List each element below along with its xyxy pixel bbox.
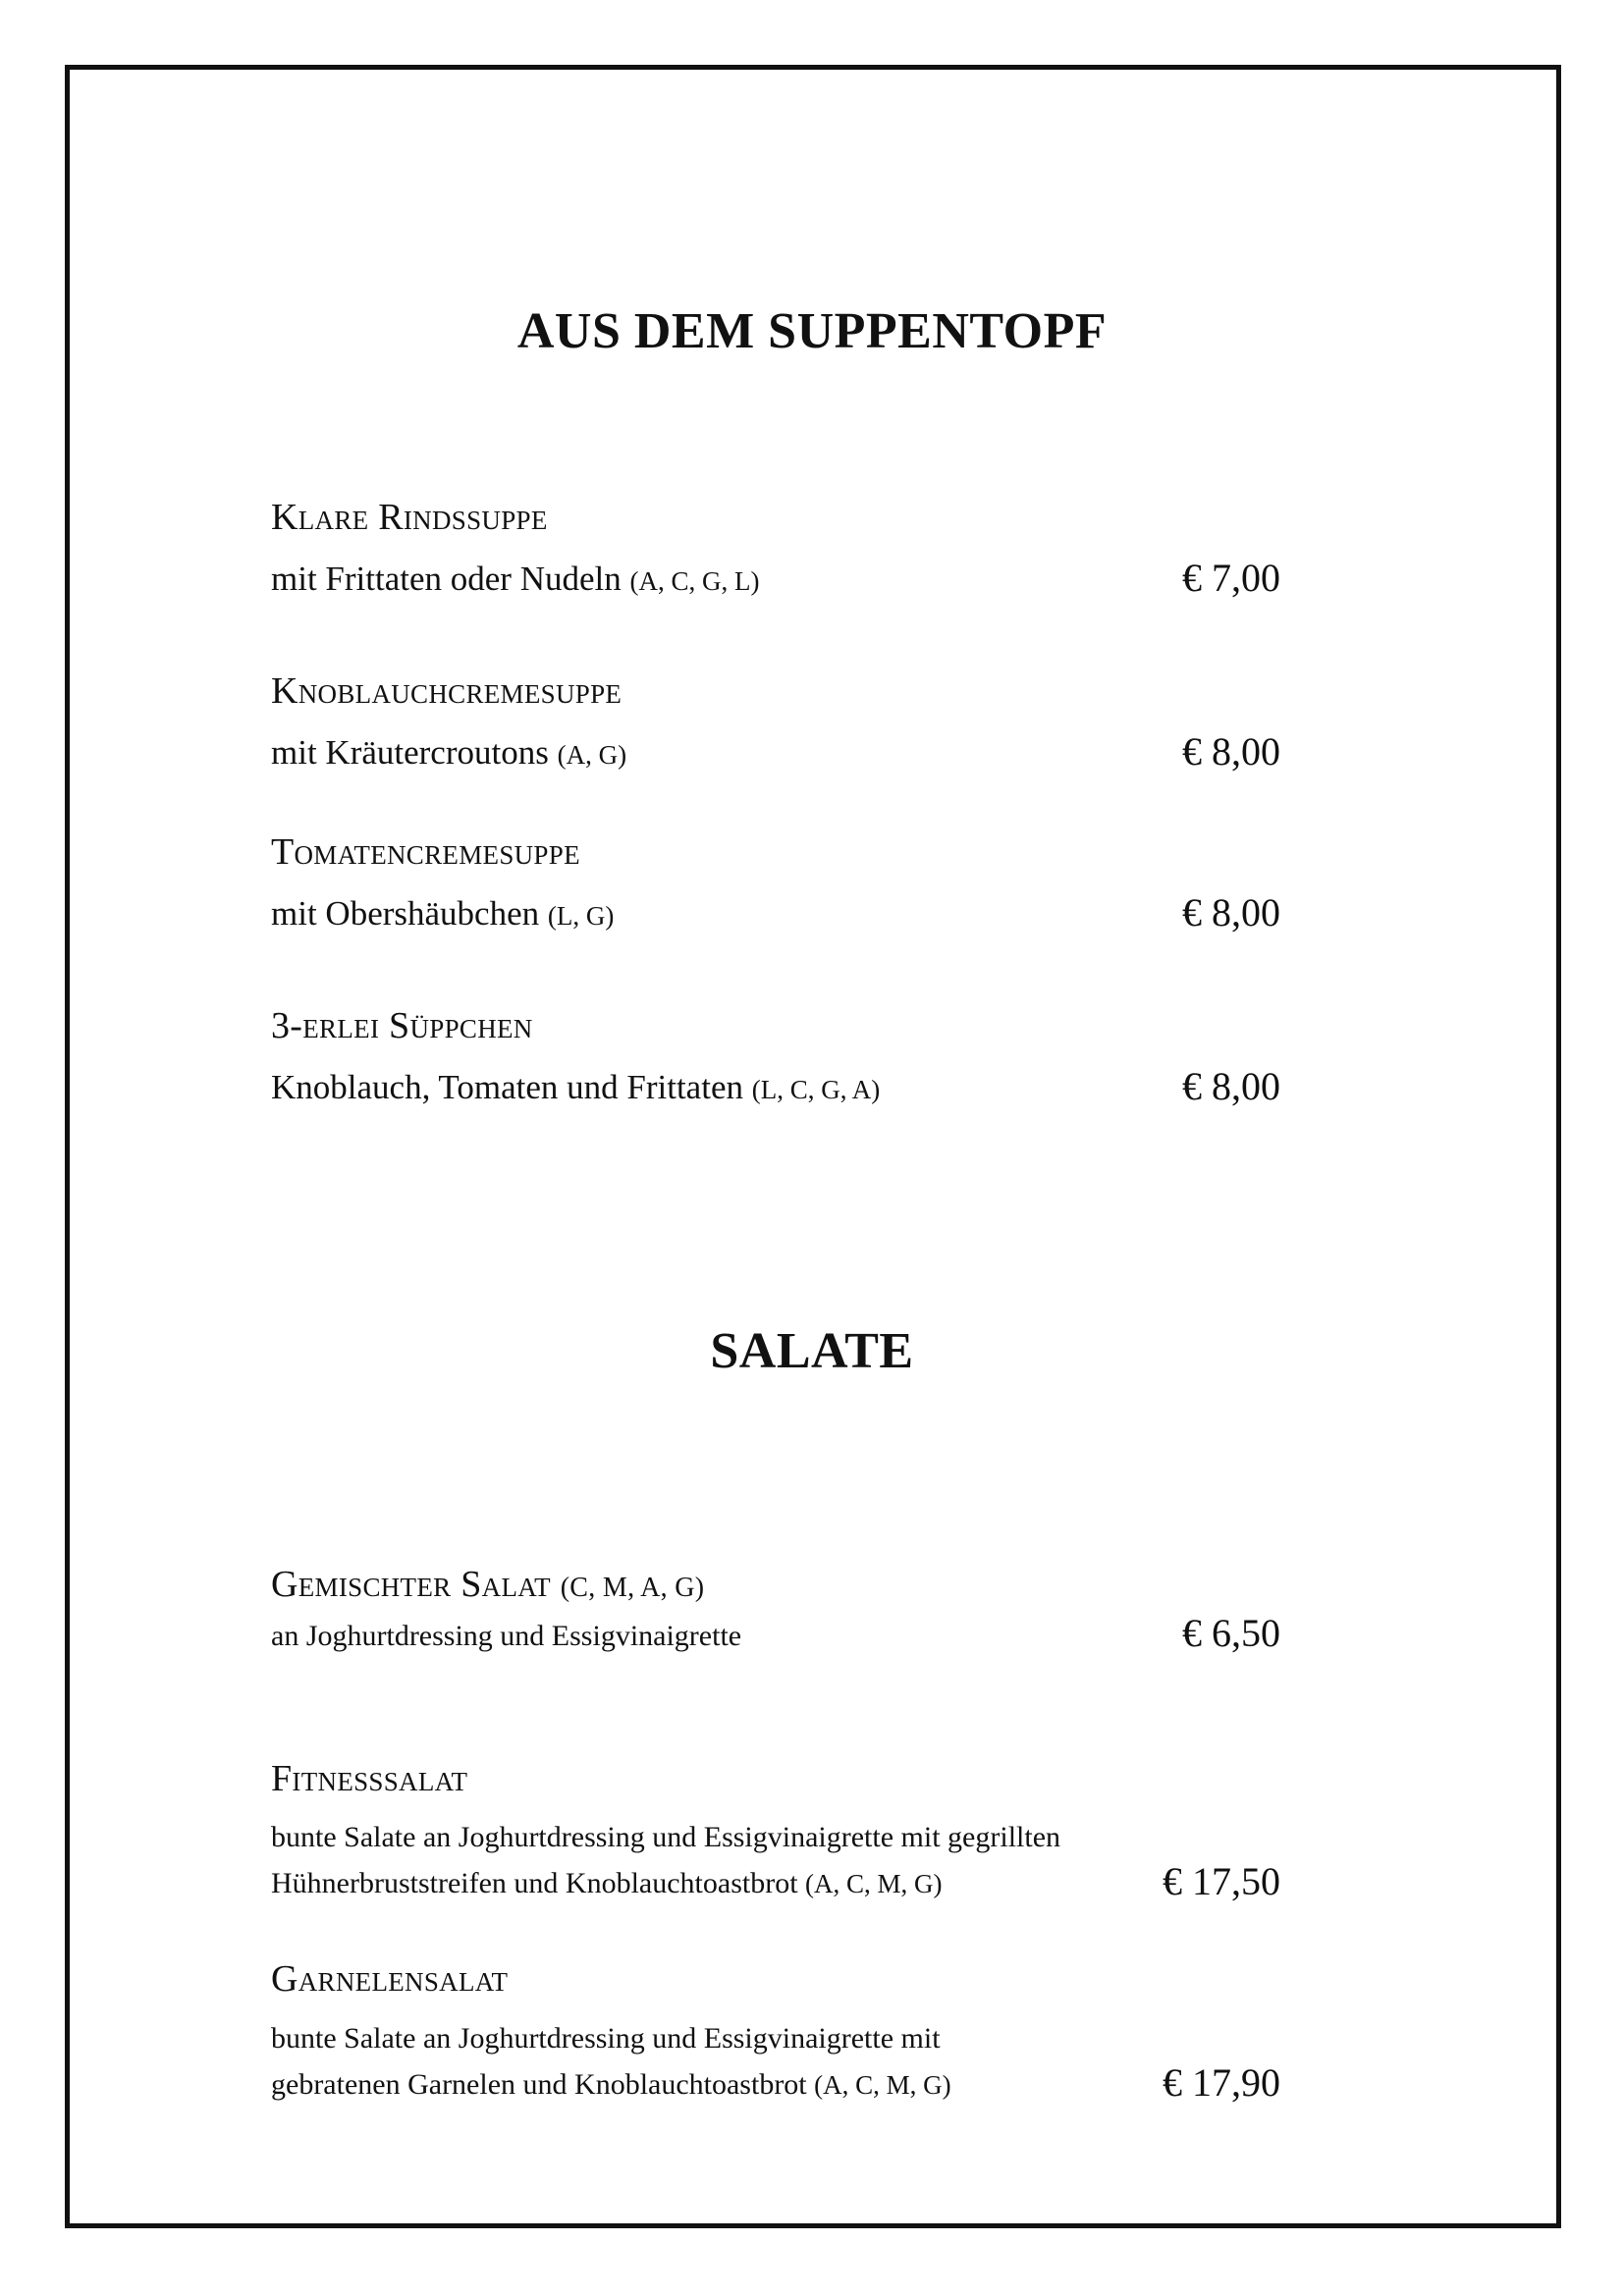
desc-text: mit Frittaten oder Nudeln <box>271 560 622 598</box>
desc-text: Hühnerbruststreifen und Knoblauchtoastbrot <box>271 1867 798 1899</box>
item-name-garnelensalat: Garnelensalat <box>271 1958 509 2000</box>
item-name-fitnesssalat: Fitnesssalat <box>271 1758 468 1799</box>
section-title-salate: SALATE <box>710 1323 914 1379</box>
item-desc-gemischter-salat: an Joghurtdressing und Essigvinaigrette <box>271 1620 742 1652</box>
item-desc-knoblauchcremesuppe <box>271 733 626 773</box>
allergens: (A, C, G, L) <box>629 566 760 596</box>
page-border <box>65 65 1561 2228</box>
item-desc-3-erlei-sueppchen <box>271 1068 880 1107</box>
item-desc-klare-rindssuppe <box>271 560 759 599</box>
item-desc-fitnesssalat-line1: bunte Salate an Joghurtdressing und Essigvinaigrette mit gegrillten <box>271 1821 1061 1853</box>
allergens: (A, G) <box>557 740 627 770</box>
allergens: (A, C, M, G) <box>814 2070 951 2100</box>
price-klare-rindssuppe: € 7,00 <box>1182 556 1280 600</box>
item-name-klare-rindssuppe: Klare Rindssuppe <box>271 497 548 538</box>
price-tomatencremesuppe: € 8,00 <box>1182 890 1280 934</box>
allergens: (L, C, G, A) <box>751 1075 881 1104</box>
price-garnelensalat: € 17,90 <box>1163 2060 1280 2105</box>
price-gemischter-salat: € 6,50 <box>1182 1611 1280 1655</box>
item-desc-tomatencremesuppe <box>271 894 614 934</box>
item-name-knoblauchcremesuppe: Knoblauchcremesuppe <box>271 670 623 712</box>
price-fitnesssalat: € 17,50 <box>1163 1859 1280 1903</box>
allergens: (A, C, M, G) <box>805 1869 943 1898</box>
section-title-suppentopf: AUS DEM SUPPENTOPF <box>516 303 1108 359</box>
item-desc-garnelensalat-line2 <box>271 2068 951 2102</box>
item-name-3-erlei-sueppchen: 3-erlei Süppchen <box>271 1005 533 1046</box>
allergens: (L, G) <box>547 901 615 931</box>
price-3-erlei-sueppchen: € 8,00 <box>1182 1064 1280 1108</box>
price-knoblauchcremesuppe: € 8,00 <box>1182 729 1280 774</box>
desc-text: Knoblauch, Tomaten und Frittaten <box>271 1068 743 1106</box>
name-text: Gemischter Salat <box>271 1564 551 1605</box>
allergens: (C, M, A, G) <box>560 1573 705 1603</box>
desc-text: mit Kräutercroutons <box>271 733 549 772</box>
desc-text: gebratenen Garnelen und Knoblauchtoastbrot <box>271 2068 807 2101</box>
item-desc-garnelensalat-line1: bunte Salate an Joghurtdressing und Essigvinaigrette mit <box>271 2022 941 2055</box>
item-name-tomatencremesuppe: Tomatencremesuppe <box>271 831 580 873</box>
desc-text: mit Obershäubchen <box>271 894 540 933</box>
item-desc-fitnesssalat-line2 <box>271 1867 943 1900</box>
item-name-gemischter-salat <box>271 1563 704 1606</box>
